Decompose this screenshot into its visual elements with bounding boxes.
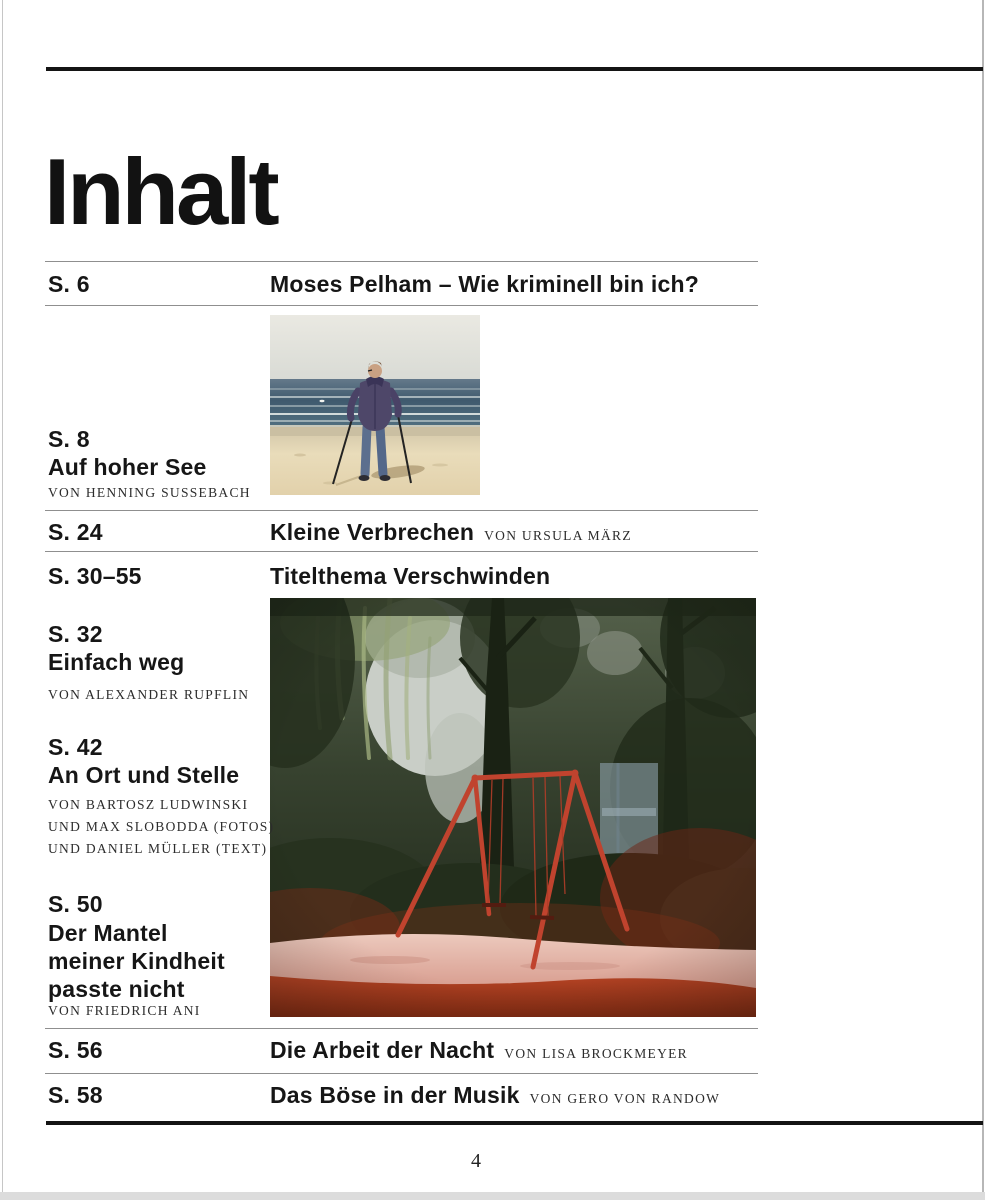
title-line: Der Mantel [48,920,168,946]
byline-line: UND MAX SLOBODDA (FOTOS) [48,819,275,834]
beach-photo [270,315,480,495]
playground-photo [270,598,756,1017]
entry-byline [48,794,274,860]
entry-page-number: S. 56 [48,1037,103,1063]
divider [45,510,758,511]
entry-page-number: S. 6 [48,271,90,297]
entry-byline: VON GERO VON RANDOW [529,1091,721,1106]
entry-page-number: S. 58 [48,1082,103,1108]
entry-byline: VON ALEXANDER RUPFLIN [48,687,250,702]
entry-title: An Ort und Stelle [48,762,240,788]
scan-edge-left [2,0,3,1200]
title-line: meiner Kindheit [48,948,225,974]
entry-byline: VON FRIEDRICH ANI [48,1003,201,1018]
page-number: 4 [471,1150,481,1172]
entry-page-number: S. 24 [48,519,103,545]
divider [45,305,758,306]
entry-title: Einfach weg [48,649,185,675]
entry-title: Auf hoher See [48,454,207,480]
entry-title-text: Das Böse in der Musik [270,1082,520,1108]
entry-title [270,1082,720,1110]
divider [45,261,758,262]
entry-byline: VON LISA BROCKMEYER [504,1046,688,1061]
entry-title: Titelthema Verschwinden [270,563,551,589]
divider [45,1028,758,1029]
entry-byline: VON URSULA MÄRZ [484,528,632,543]
entry-title [48,919,263,1003]
entry-title [270,519,632,547]
divider [45,551,758,552]
scan-edge-bottom [0,1192,985,1200]
bottom-rule [46,1121,983,1125]
byline-line: UND DANIEL MÜLLER (TEXT) [48,841,268,856]
divider [45,1073,758,1074]
entry-byline: VON HENNING SUSSEBACH [48,485,251,500]
entry-page-number: S. 30–55 [48,563,142,589]
entry-title-text: Kleine Verbrechen [270,519,475,545]
entry-title-text: Die Arbeit der Nacht [270,1037,495,1063]
entry-page-number: S. 42 [48,734,103,760]
page-title: Inhalt [44,138,277,244]
scan-edge-right [982,0,984,1200]
entry-title [270,1037,688,1065]
title-line: passte nicht [48,976,185,1002]
entry-page-number: S. 50 [48,891,103,917]
entry-title: Moses Pelham – Wie kriminell bin ich? [270,271,699,297]
entry-page-number: S. 8 [48,426,90,452]
byline-line: VON BARTOSZ LUDWINSKI [48,797,249,812]
top-rule [46,67,983,71]
entry-page-number: S. 32 [48,621,103,647]
